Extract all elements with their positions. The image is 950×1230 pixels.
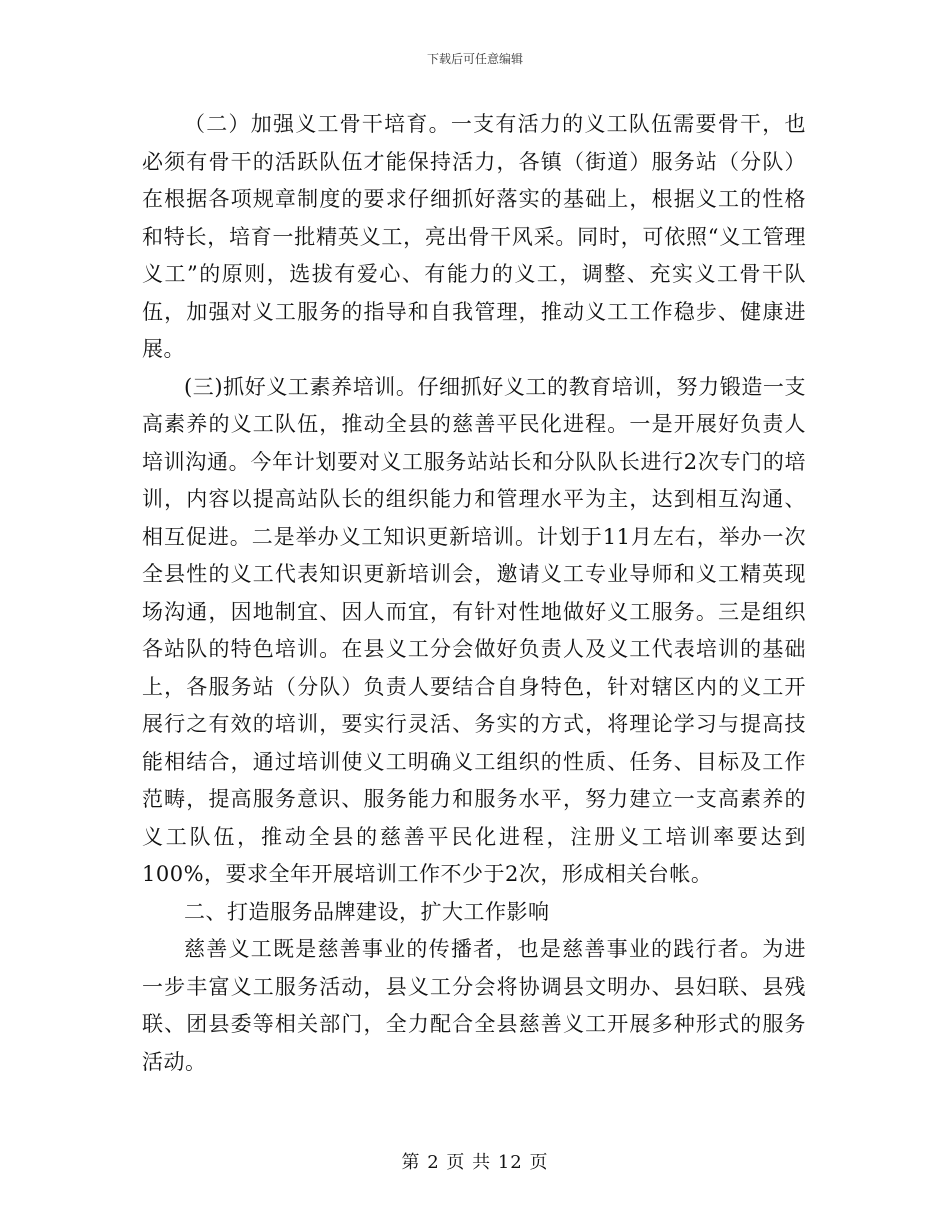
paragraph-charity-volunteers: 慈善义工既是慈善事业的传播者，也是慈善事业的践行者。为进一步丰富义工服务活动，县义工分会将协调县文明办、县妇联、县残联、团县委等相关部门，全力配合全县慈善义工开展多种形式的服务活动。 — [142, 937, 806, 1074]
paragraph-quality-training: (三)抓好义工素养培训。仔细抓好义工的教育培训，努力锻造一支高素养的义工队伍，推动全县的慈善平民化进程。一是开展好负责人培训沟通。今年计划要对义工服务站站长和分队队长进行2次专门的培训，内容以提高站队长的组织能力和管理水平为主，达到相互沟通、相互促进。二是举办义工知识更新培训。计划于11月左右，举办一次全县性的义工代表知识更新培训会，邀请义工专业导师和义工精英现场沟通，因地制宜、因人而宜，有针对性地做好义工服务。三是组织各站队的特色培训。在县义工分会做好负责人及义工代表培训的基础上，各服务站（分队）负责人要结合自身特色，针对辖区内的义工开展行之有效的培训，要实行灵活、务实的方式，将理论学习与提高技能相结合，通过培训使义工明确义工组织的性质、任务、目标及工作范畴，提高服务意识、服务能力和服务水平，努力建立一支高素养的义工队伍，推动全县的慈善平民化进程，注册义工培训率要达到100%，要求全年开展培训工作不少于2次，形成相关台帐。 — [142, 374, 806, 886]
document-body — [142, 106, 806, 1081]
paragraph-backbone-cultivation: （二）加强义工骨干培育。一支有活力的义工队伍需要骨干，也必须有骨干的活跃队伍才能保持活力，各镇（街道）服务站（分队）在根据各项规章制度的要求仔细抓好落实的基础上，根据义工的性格和特长，培育一批精英义工，亮出骨干风采。同时，可依照“义工管理义工”的原则，选拔有爱心、有能力的义工，调整、充实义工骨干队伍，加强对义工服务的指导和自我管理，推动义工工作稳步、健康进展。 — [142, 112, 806, 361]
section-heading-service-brand: 二、打造服务品牌建设，扩大工作影响 — [184, 899, 550, 924]
page-header-note: 下载后可任意编辑 — [426, 52, 523, 66]
page-number-footer: 第 2 页 共 12 页 — [401, 1152, 549, 1173]
